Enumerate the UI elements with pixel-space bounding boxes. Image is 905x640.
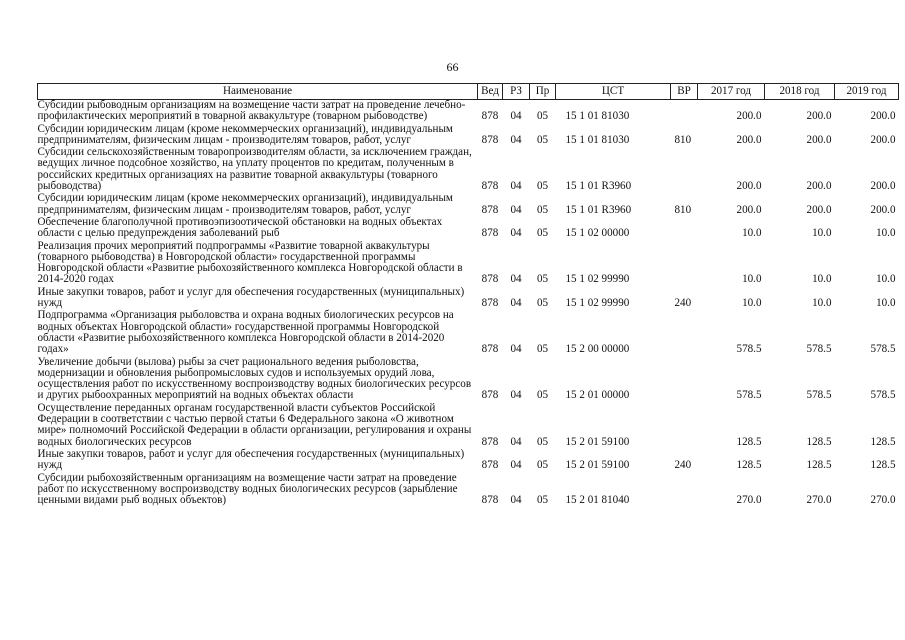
row-cst: 15 1 02 99990 [565, 297, 630, 310]
row-name: Субсидии рыбоводным организациям на возмещение части затрат на проведение лечебно-профилактических мероприятий в товарной аквакультуре (товарном рыбоводстве) [37, 99, 466, 123]
row-value-2019: 578.5 [870, 343, 896, 356]
row-pr: 05 [536, 133, 549, 146]
row-value-2018: 200.0 [806, 133, 832, 146]
row-name: Подпрограмма «Организация рыболовства и охрана водных биологических ресурсов на водных объектах Новгородской области» государственной программы Новгородской области «Развитие рыбохозяйственного комплекса Новгородской области в 2014-2020 годах» [37, 309, 454, 356]
row-cst: 15 1 01 R3960 [565, 180, 632, 193]
budget-table [37, 83, 899, 507]
row-pr: 05 [536, 343, 549, 356]
row-ved: 878 [481, 494, 499, 507]
table-row [38, 193, 899, 217]
row-cst: 15 2 00 00000 [565, 343, 630, 356]
table-row [38, 147, 899, 193]
row-ved: 878 [481, 227, 499, 240]
header-rz: РЗ [503, 84, 530, 100]
row-rz: 04 [510, 133, 522, 146]
row-rz: 04 [510, 389, 522, 402]
row-value-2018: 200.0 [806, 203, 832, 216]
row-value-2018: 10.0 [812, 227, 832, 240]
table-row [38, 310, 899, 356]
row-value-2018: 10.0 [812, 273, 832, 286]
row-vr: 810 [674, 203, 692, 216]
row-vr [671, 403, 698, 449]
row-name: Иные закупки товаров, работ и услуг для обеспечения государственных (муниципальных) нужд [37, 447, 465, 472]
row-pr: 05 [536, 180, 549, 193]
row-rz: 04 [510, 110, 522, 123]
page-number: 66 [446, 60, 459, 74]
row-value-2019: 128.5 [870, 459, 896, 472]
row-cst: 15 2 01 81040 [565, 494, 630, 507]
header-pr: Пр [530, 84, 556, 100]
row-ved: 878 [481, 435, 499, 448]
row-ved: 878 [481, 459, 499, 472]
row-value-2019: 10.0 [876, 227, 896, 240]
header-2018: 2018 год [765, 84, 835, 100]
row-pr: 05 [536, 389, 549, 402]
row-value-2017: 10.0 [742, 297, 762, 310]
row-pr: 05 [536, 459, 549, 472]
row-cst: 15 1 01 81030 [565, 110, 630, 123]
row-rz: 04 [510, 435, 522, 448]
header-2017: 2017 год [698, 84, 765, 100]
row-rz: 04 [510, 459, 522, 472]
row-ved: 878 [481, 297, 499, 310]
row-ved: 878 [481, 180, 499, 193]
row-ved: 878 [481, 133, 499, 146]
row-pr: 05 [536, 494, 549, 507]
row-value-2019: 10.0 [876, 273, 896, 286]
row-value-2018: 128.5 [806, 435, 832, 448]
row-rz: 04 [510, 180, 522, 193]
table-row [38, 403, 899, 449]
row-value-2019: 200.0 [870, 180, 896, 193]
row-vr [671, 310, 698, 356]
row-rz: 04 [510, 273, 522, 286]
row-value-2017: 578.5 [736, 343, 762, 356]
row-ved: 878 [481, 389, 499, 402]
header-ved: Вед [478, 84, 503, 100]
row-pr: 05 [536, 110, 549, 123]
row-name: Субсидии юридическим лицам (кроме некоммерческих организаций), индивидуальным предпринимателям, физическим лицам - производителям товаров, работ, услуг [37, 122, 453, 146]
row-name: Осуществление переданных органам государственной власти субъектов Российской Федерации в соответствии с частью первой статьи 6 Федерального закона «О животном мире» полномочий Российской Федерации в области организации, регулирования и охраны водных биологических ресурсов [37, 401, 472, 448]
table-row [38, 287, 899, 311]
row-pr: 05 [536, 203, 549, 216]
row-name: Реализация прочих мероприятий подпрограммы «Развитие товарной аквакультуры (товарного рыбоводства) в Новгородской области» государственной программы Новгородской области «Развитие рыбохозяйственного комплекса Новгородской области в 2014-2020 годах [37, 239, 463, 286]
row-ved: 878 [481, 343, 499, 356]
row-value-2018: 200.0 [806, 180, 832, 193]
row-value-2019: 128.5 [870, 435, 896, 448]
row-name: Субсидии юридическим лицам (кроме некоммерческих организаций), индивидуальным предпринимателям, физическим лицам - производителям товаров, работ, услуг [37, 192, 453, 216]
row-name: Увеличение добычи (вылова) рыбы за счет рационального ведения рыболовства, модернизации и обновления рыбопромысловых судов и используемых орудий лова, осуществления работ по искусственному воспроизводству водных биологических ресурсов и других рыбоохранных мероприятий на водных объектах области [37, 355, 472, 402]
row-value-2017: 270.0 [736, 494, 762, 507]
header-vr: ВР [671, 84, 698, 100]
row-value-2019: 200.0 [870, 133, 896, 146]
table-row [38, 449, 899, 473]
row-cst: 15 1 02 00000 [565, 227, 630, 240]
row-value-2019: 270.0 [870, 494, 896, 507]
row-cst: 15 1 01 R3960 [565, 203, 632, 216]
row-vr [671, 100, 698, 124]
row-ved: 878 [481, 110, 499, 123]
row-vr [671, 357, 698, 403]
table-body [38, 100, 899, 508]
row-value-2017: 200.0 [736, 133, 762, 146]
row-name: Субсидии рыбохозяйственным организациям на возмещение части затрат на проведение работ по искусственному воспроизводству водных биологических ресурсов (зарыбление ценными видами рыб водных объектов) [37, 471, 458, 507]
row-value-2017: 10.0 [742, 227, 762, 240]
row-name: Обеспечение благополучной противоэпизоотической обстановки на водных объектах области с целью предупреждения заболеваний рыб [37, 215, 443, 240]
row-pr: 05 [536, 273, 549, 286]
row-vr: 810 [674, 133, 692, 146]
table-row [38, 124, 899, 148]
row-value-2017: 200.0 [736, 203, 762, 216]
row-value-2018: 128.5 [806, 459, 832, 472]
row-cst: 15 2 01 59100 [565, 459, 630, 472]
row-vr [671, 473, 698, 508]
row-value-2018: 578.5 [806, 389, 832, 402]
table-row [38, 217, 899, 241]
table-row [38, 100, 899, 124]
row-rz: 04 [510, 494, 522, 507]
row-vr: 240 [674, 297, 692, 310]
header-name: Наименование [38, 84, 478, 100]
row-value-2017: 128.5 [736, 435, 762, 448]
table-header-row [38, 84, 899, 100]
table-row [38, 357, 899, 403]
row-cst: 15 2 01 00000 [565, 389, 630, 402]
row-value-2017: 10.0 [742, 273, 762, 286]
header-cst: ЦСТ [556, 84, 671, 100]
row-cst: 15 1 01 81030 [565, 133, 630, 146]
header-2019: 2019 год [835, 84, 899, 100]
row-vr [671, 217, 698, 241]
row-rz: 04 [510, 203, 522, 216]
row-value-2018: 578.5 [806, 343, 832, 356]
row-value-2017: 128.5 [736, 459, 762, 472]
row-cst: 15 2 01 59100 [565, 435, 630, 448]
table-row [38, 473, 899, 508]
row-value-2019: 200.0 [870, 203, 896, 216]
row-vr [671, 147, 698, 193]
row-rz: 04 [510, 227, 522, 240]
row-pr: 05 [536, 227, 549, 240]
row-value-2019: 10.0 [876, 297, 896, 310]
row-value-2017: 200.0 [736, 110, 762, 123]
row-pr: 05 [536, 435, 549, 448]
row-cst: 15 1 02 99990 [565, 273, 630, 286]
row-value-2018: 200.0 [806, 110, 832, 123]
row-ved: 878 [481, 273, 499, 286]
row-vr [671, 241, 698, 287]
row-rz: 04 [510, 343, 522, 356]
row-vr: 240 [674, 459, 692, 472]
row-name: Иные закупки товаров, работ и услуг для обеспечения государственных (муниципальных) нужд [37, 285, 465, 310]
row-value-2018: 270.0 [806, 494, 832, 507]
table-row [38, 241, 899, 287]
row-rz: 04 [510, 297, 522, 310]
row-pr: 05 [536, 297, 549, 310]
row-value-2018: 10.0 [812, 297, 832, 310]
row-value-2019: 200.0 [870, 110, 896, 123]
row-value-2017: 578.5 [736, 389, 762, 402]
row-ved: 878 [481, 203, 499, 216]
row-value-2017: 200.0 [736, 180, 762, 193]
row-value-2019: 578.5 [870, 389, 896, 402]
row-name: Субсидии сельскохозяйственным товаропроизводителям области, за исключением граждан, ведущих личное подсобное хозяйство, на уплату процентов по кредитам, полученным в российских кредитных организациях на развитие товарной аквакультуры (товарного рыбоводства) [37, 146, 472, 193]
